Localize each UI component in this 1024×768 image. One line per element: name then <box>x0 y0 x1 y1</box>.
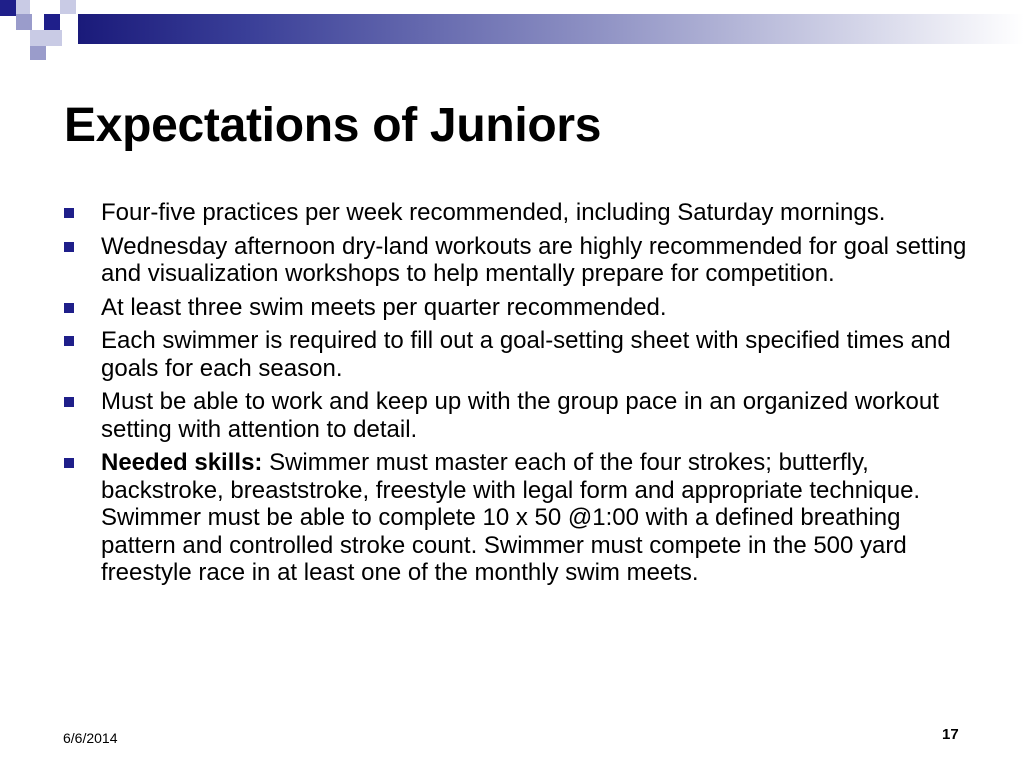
deco-square-icon <box>0 0 16 16</box>
slide-title: Expectations of Juniors <box>64 99 602 152</box>
square-bullet-icon <box>64 458 74 468</box>
deco-square-icon <box>60 0 76 14</box>
bullet-item <box>64 233 974 288</box>
deco-square-icon <box>30 30 46 46</box>
square-bullet-icon <box>64 303 74 313</box>
bullet-item <box>64 327 974 382</box>
bullet-text: Must be able to work and keep up with the group pace in an organized workout setting with attention to detail. <box>101 388 939 443</box>
deco-square-icon <box>16 0 30 14</box>
bullet-text: Four-five practices per week recommended, including Saturday mornings. <box>101 199 886 226</box>
bullet-item <box>64 199 974 227</box>
bullet-bold-label: Needed skills: <box>101 449 263 476</box>
square-bullet-icon <box>64 336 74 346</box>
square-bullet-icon <box>64 397 74 407</box>
deco-square-icon <box>46 30 62 46</box>
deco-square-icon <box>44 14 60 30</box>
deco-square-icon <box>16 14 32 30</box>
square-bullet-icon <box>64 208 74 218</box>
bullet-item <box>64 294 974 322</box>
footer-date: 6/6/2014 <box>63 730 118 746</box>
square-bullet-icon <box>64 242 74 252</box>
header-decoration <box>0 0 1024 64</box>
deco-square-icon <box>30 46 46 60</box>
bullet-item <box>64 449 974 587</box>
bullet-text: Each swimmer is required to fill out a goal-setting sheet with specified times and goals for each season. <box>101 327 951 382</box>
bullet-text: Wednesday afternoon dry-land workouts are highly recommended for goal setting and visualization workshops to help mentally prepare for competition. <box>101 232 967 287</box>
bullet-text: Swimmer must master each of the four strokes; butterfly, backstroke, breaststroke, freestyle with legal form and appropriate technique. Swimmer must be able to complete 10 x 50 @1:00 with a defined breathing pattern and controlled stroke count. Swimmer must compete in the 500 yard freestyle race in at least one of the monthly swim meets. <box>101 449 921 586</box>
gradient-band <box>78 14 1024 44</box>
bullet-text: At least three swim meets per quarter recommended. <box>101 293 667 321</box>
bullet-item <box>64 388 974 443</box>
bullet-list <box>64 199 974 593</box>
page-number: 17 <box>942 726 959 743</box>
